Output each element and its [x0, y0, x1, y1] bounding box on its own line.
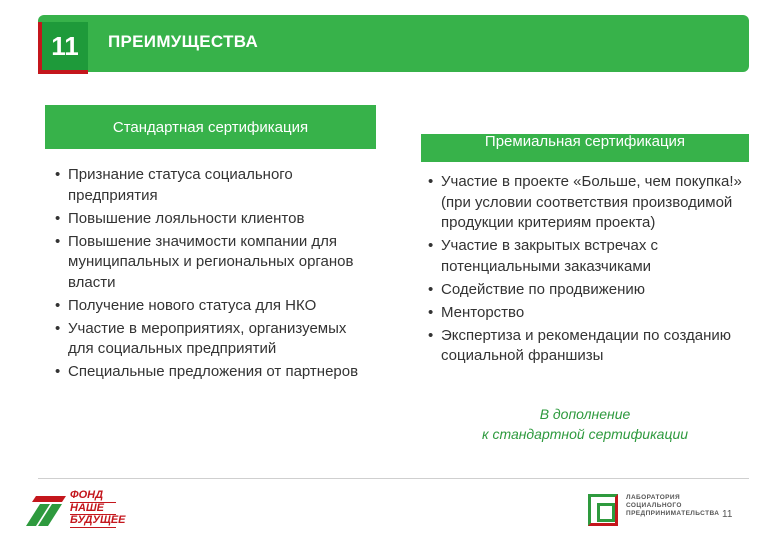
fund-logo-text — [70, 489, 126, 528]
lab-logo-text — [626, 494, 719, 518]
addition-note-line2: к стандартной сертификации — [481, 426, 689, 442]
lab-logo-line: ПРЕДПРИНИМАТЕЛЬСТВА — [626, 510, 720, 517]
list-item: • Повышение лояльности клиентов — [55, 209, 365, 230]
list-item: • Специальные предложения от партнеров — [55, 362, 365, 383]
standard-certification-header — [45, 105, 376, 149]
fund-logo-line: БУДУЩЕЕ — [70, 514, 126, 526]
list-item: • Участие в закрытых встречах с потенциальными заказчиками — [428, 236, 748, 277]
lab-logo-icon — [588, 494, 618, 526]
list-item: • Участие в проекте «Больше, чем покупка!» (при условии соответствия производимой продукции критериям проекта) — [428, 172, 748, 234]
slide-number-badge — [38, 22, 88, 74]
fund-logo-icon — [26, 492, 66, 526]
page-number: 11 — [722, 509, 733, 520]
list-item: • Менторство — [428, 303, 748, 324]
standard-certification-title: Стандартная сертификация — [112, 118, 309, 136]
fund-logo-line: НАШЕ — [70, 503, 116, 516]
fund-logo — [26, 490, 126, 530]
addition-note — [421, 404, 749, 444]
list-item: • Участие в мероприятиях, организуемых для социальных предприятий — [55, 319, 365, 360]
standard-benefits-list — [55, 165, 365, 385]
lab-logo — [586, 490, 736, 530]
lab-logo-line: СОЦИАЛЬНОГО — [626, 502, 682, 509]
list-item: • Повышение значимости компании для муниципальных и региональных органов власти — [55, 232, 365, 294]
fund-logo-line: ФОНД — [70, 490, 116, 503]
list-item: • Экспертиза и рекомендации по созданию социальной франшизы — [428, 326, 748, 367]
premium-benefits-list — [428, 172, 748, 369]
list-item: • Содействие по продвижению — [428, 280, 748, 301]
list-item: • Признание статуса социального предприятия — [55, 165, 365, 206]
footer-divider — [38, 478, 749, 479]
premium-certification-header — [421, 134, 749, 162]
list-item: • Получение нового статуса для НКО — [55, 296, 365, 317]
premium-certification-title: Премиальная сертификация — [484, 134, 686, 150]
addition-note-line1: В дополнение — [539, 406, 631, 422]
page-title: ПРЕИМУЩЕСТВА — [108, 32, 259, 51]
lab-logo-line: ЛАБОРАТОРИЯ — [626, 494, 681, 501]
slide-number: 11 — [51, 30, 79, 61]
